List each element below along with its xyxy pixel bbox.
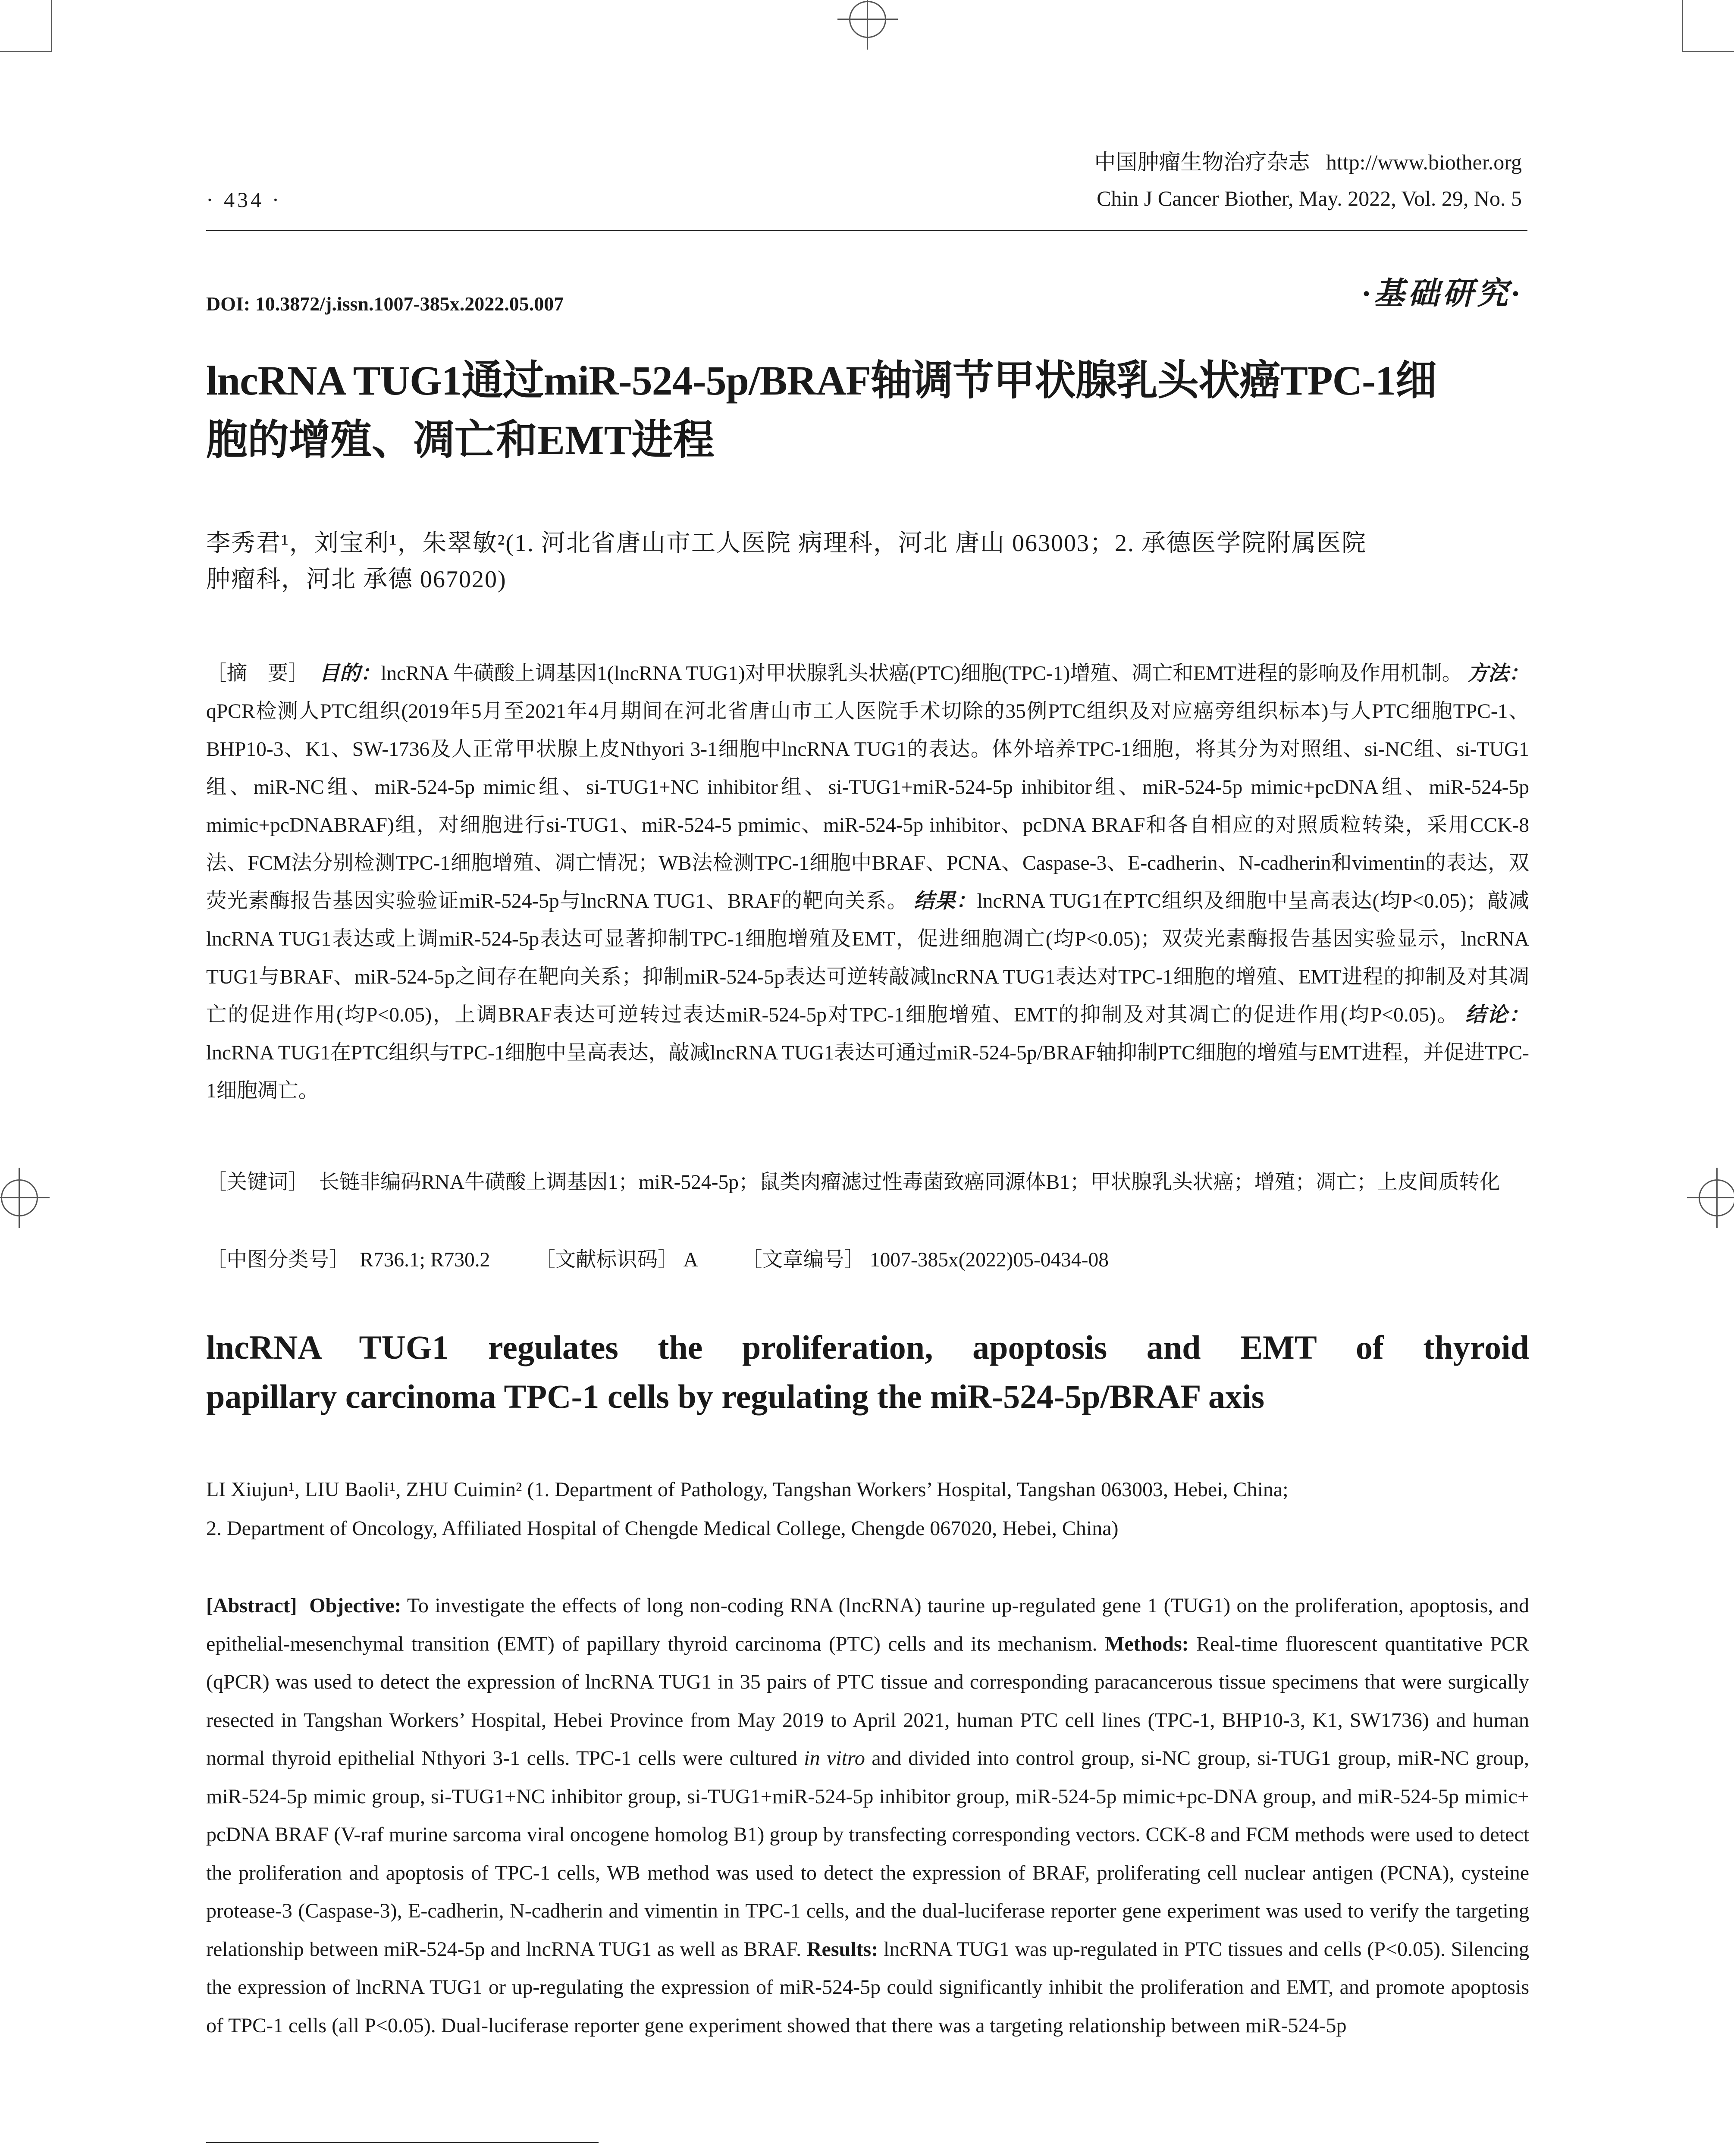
header-rule — [206, 230, 1527, 231]
objective-label-en: Objective: — [309, 1594, 401, 1617]
keywords-label-cn: ［关键词］ — [206, 1171, 309, 1194]
page-number: · 434 · — [206, 188, 282, 212]
keywords-cn — [206, 1163, 1529, 1201]
journal-citation-en: Chin J Cancer Biother, May. 2022, Vol. 29, No. 5 — [1097, 186, 1522, 210]
abstract-en-label: [Abstract] — [206, 1594, 297, 1617]
title-cn-line2: 胞的增殖、凋亡和EMT进程 — [206, 417, 715, 463]
methods-cn: qPCR检测人PTC组织(2019年5月至2021年4月期间在河北省唐山市工人医院手术切除的35例PTC组织及对应癌旁组织标本)与人PTC细胞TPC-1、BHP10-3、K1、SW-1736及人正常甲状腺上皮Nthyori 3-1细胞中lncRNA TUG1的表达。体外培养TPC-1细胞，将其分为对照组、si-NC组、si-TUG1组、miR-NC组、miR-524-5p mimic组、si-TUG1+NC inhibitor组、si-TUG1+miR-524-5p inhibitor组、miR-524-5p mimic+pcDNA组、miR-524-5p mimic+pcDNABRAF)组，对细胞进行si-TUG1、miR-524-5 pmimic、miR-524-5p inhibitor、pcDNA BRAF和各自相应的对照质粒转染，采用CCK-8法、FCM法分别检测TPC-1细胞增殖、凋亡情况；WB法检测TPC-1细胞中BRAF、PCNA、Caspase-3、E-cadherin、N-cadherin和vimentin的表达，双荧光素酶报告基因实验验证miR-524-5p与lncRNA TUG1、BRAF的靶向关系。 — [206, 700, 1529, 912]
conclusion-label-cn: 结论： — [1465, 1004, 1529, 1026]
clc-value: R736.1; R730.2 — [360, 1249, 490, 1271]
authors-en-line2: 2. Department of Oncology, Affiliated Hospital of Chengde Medical College, Chengde 067020, Hebei, China) — [206, 1517, 1119, 1540]
results-en: lncRNA TUG1 was up-regulated in PTC tissues and cells (P<0.05). Silencing the expression of lncRNA TUG1 or up-regulating the expression of miR-524-5p could significantly inhibit the proliferation and EMT, and promote apoptosis of TPC-1 cells (all P<0.05). Dual-luciferase reporter gene experiment showed that there was a targeting relationship between miR-524-5p — [206, 1937, 1530, 2037]
results-label-en: Results: — [806, 1937, 878, 1961]
methods-label-cn: 方法： — [1467, 662, 1530, 685]
crop-mark — [1682, 0, 1683, 52]
crop-mark — [1682, 51, 1734, 52]
doc-code-label: ［文献标识码］ — [535, 1249, 678, 1271]
keywords-text-cn: 长链非编码RNA牛磺酸上调基因1；miR-524-5p；鼠类肉瘤滤过性毒菌致癌同源体B1；甲状腺乳头状癌；增殖；凋亡；上皮间质转化 — [319, 1171, 1500, 1194]
registration-mark-top — [849, 1, 886, 38]
classification-line — [206, 1241, 1109, 1279]
results-label-cn: 结果： — [913, 890, 977, 912]
results-cn: lncRNA TUG1在PTC组织及细胞中呈高表达(均P<0.05)；敲减lncRNA TUG1表达或上调miR-524-5p表达可显著抑制TPC-1细胞增殖及EMT，促进细胞凋亡(均P<0.05)；双荧光素酶报告基因实验显示，lncRNA TUG1与BRAF、miR-524-5p之间存在靶向关系；抑制miR-524-5p表达可逆转敲减lncRNA TUG1表达对TPC-1细胞的增殖、EMT进程的抑制及对其凋亡的促进作用(均P<0.05)，上调BRAF表达可逆转过表达miR-524-5p对TPC-1细胞增殖、EMT的抑制及对其凋亡的促进作用(均P<0.05)。 — [206, 890, 1530, 1026]
crop-mark — [51, 0, 52, 52]
title-cn — [206, 351, 1530, 470]
authors-cn-line2: 肿瘤科，河北 承德 067020) — [206, 566, 507, 593]
objective-en: To investigate the effects of long non-coding RNA (lncRNA) taurine up-regulated gene 1 (TUG1) on the proliferation, apoptosis, and epithelial-mesenchymal transition (EMT) of papillary thyroid carcinoma (PTC) cells and its mechanism. — [206, 1594, 1530, 1655]
objective-label-cn: 目的： — [319, 662, 381, 685]
doc-code-value: A — [683, 1249, 697, 1271]
title-cn-line1: lncRNA TUG1通过miR-524-5p/BRAF轴调节甲状腺乳头状癌TPC-1细 — [206, 357, 1436, 404]
clc-label: ［中图分类号］ — [206, 1249, 350, 1271]
abstract-en — [206, 1587, 1529, 2045]
crop-mark — [0, 51, 52, 52]
title-en-line1: lncRNA TUG1 regulates the proliferation, apoptosis and EMT of thyroid — [206, 1329, 1529, 1366]
running-header-right — [1094, 149, 1522, 212]
column-tag: ·基础研究· — [1362, 276, 1523, 311]
journal-url[interactable]: http://www.biother.org — [1326, 150, 1522, 174]
methods-en-part2: and divided into control group, si-NC group, si-TUG1 group, miR-NC group, miR-524-5p mimic group, si-TUG1+NC inhibitor group, si-TUG1+miR-524-5p inhibitor group, miR-524-5p mimic+pc-DNA group, and miR-524-5p mimic+ pcDNA BRAF (V-raf murine sarcoma viral oncogene homolog B1) group by transfecting corresponding vectors. CCK-8 and FCM methods were used to detect the proliferation and apoptosis of TPC-1 cells, WB method was used to detect the expression of BRAF, proliferating cell nuclear antigen (PCNA), cysteine protease-3 (Caspase-3), E-cadherin, N-cadherin and vimentin in TPC-1 cells, and the dual-luciferase reporter gene experiment was used to verify the targeting relationship between miR-524-5p and lncRNA TUG1 as well as BRAF. — [206, 1747, 1530, 1961]
doi[interactable]: DOI: 10.3872/j.issn.1007-385x.2022.05.007 — [206, 293, 564, 315]
footnote-rule — [206, 2142, 599, 2143]
registration-mark-left — [1, 1179, 38, 1216]
authors-cn — [206, 525, 1530, 598]
article-no-label: ［文章编号］ — [742, 1249, 865, 1271]
abstract-cn-label: ［摘 要］ — [206, 662, 309, 685]
authors-cn-line1: 李秀君¹，刘宝利¹，朱翠敏²(1. 河北省唐山市工人医院 病理科，河北 唐山 063003；2. 承德医学院附属医院 — [206, 530, 1367, 557]
methods-label-en: Methods: — [1105, 1632, 1189, 1655]
journal-name-cn: 中国肿瘤生物治疗杂志 — [1094, 150, 1310, 174]
registration-mark-right — [1699, 1179, 1734, 1216]
in-vitro-text: in vitro — [804, 1747, 865, 1770]
title-en-line2: papillary carcinoma TPC-1 cells by regulating the miR-524-5p/BRAF axis — [206, 1378, 1265, 1415]
abstract-cn — [206, 655, 1529, 1110]
title-en — [206, 1323, 1529, 1421]
conclusion-cn: lncRNA TUG1在PTC组织与TPC-1细胞中呈高表达，敲减lncRNA TUG1表达可通过miR-524-5p/BRAF轴抑制PTC细胞的增殖与EMT进程，并促进TPC-1细胞凋亡。 — [206, 1042, 1529, 1102]
methods-en-part1: Real-time fluorescent quantitative PCR (qPCR) was used to detect the expression of lncRNA TUG1 in 35 pairs of PTC tissue and corresponding paracancerous tissue specimens that were surgically resected in Tangshan Workers’ Hospital, Hebei Province from May 2019 to April 2021, human PTC cell lines (TPC-1, BHP10-3, K1, SW1736) and human normal thyroid epithelial Nthyori 3-1 cells. TPC-1 cells were cultured — [206, 1632, 1530, 1770]
article-no-value: 1007-385x(2022)05-0434-08 — [869, 1249, 1109, 1271]
authors-en-line1: LI Xiujun¹, LIU Baoli¹, ZHU Cuimin² (1. Department of Pathology, Tangshan Workers’ Hospital, Tangshan 063003, Hebei, China; — [206, 1478, 1289, 1501]
objective-cn: lncRNA 牛磺酸上调基因1(lncRNA TUG1)对甲状腺乳头状癌(PTC)细胞(TPC-1)增殖、凋亡和EMT进程的影响及作用机制。 — [381, 662, 1463, 685]
authors-en — [206, 1470, 1529, 1548]
